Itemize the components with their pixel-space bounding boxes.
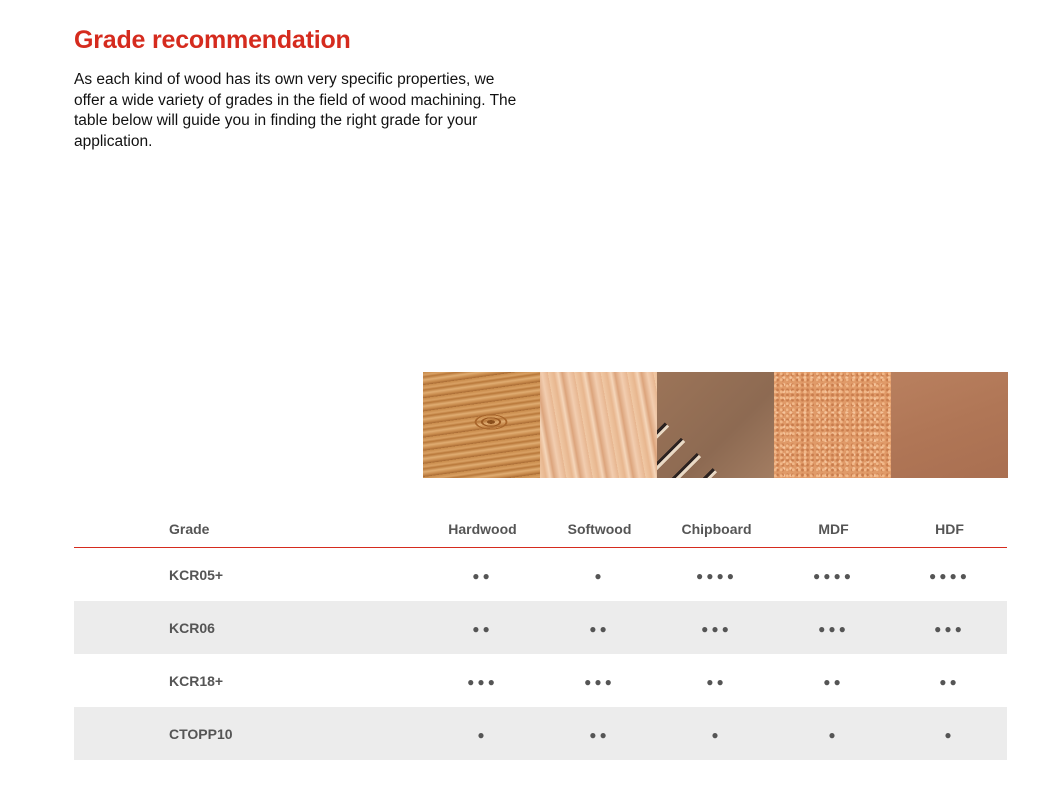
rating-dots-icon: ●●●● bbox=[929, 568, 970, 583]
rating-dots-icon: ●● bbox=[472, 568, 493, 583]
rating-cell-mdf bbox=[775, 601, 892, 654]
rating-cell-hardwood bbox=[424, 548, 541, 602]
rating-dots-icon: ●●●● bbox=[696, 568, 737, 583]
table-row bbox=[74, 601, 1007, 654]
chipboard-swatch-image bbox=[657, 372, 774, 478]
rating-dots-icon: ●●● bbox=[701, 621, 732, 636]
table-header-row bbox=[74, 511, 1007, 548]
grade-name-cell: KCR06 bbox=[74, 601, 424, 654]
rating-cell-softwood bbox=[541, 548, 658, 602]
softwood-swatch-image bbox=[540, 372, 657, 478]
column-header-softwood: Softwood bbox=[541, 511, 658, 548]
column-header-mdf: MDF bbox=[775, 511, 892, 548]
rating-dots-icon: ● bbox=[477, 727, 488, 742]
table-row bbox=[74, 707, 1007, 760]
grade-table bbox=[74, 511, 1007, 760]
rating-dots-icon: ●● bbox=[589, 727, 610, 742]
column-header-grade: Grade bbox=[74, 511, 424, 548]
grade-name-cell: CTOPP10 bbox=[74, 707, 424, 760]
rating-cell-hdf bbox=[892, 548, 1007, 602]
grade-name-cell: KCR18+ bbox=[169, 672, 224, 689]
rating-dots-icon: ●●● bbox=[818, 621, 849, 636]
page-title: Grade recommendation bbox=[74, 26, 351, 54]
rating-cell-softwood bbox=[541, 601, 658, 654]
rating-cell-hdf bbox=[892, 654, 1007, 707]
hdf-swatch-image bbox=[891, 372, 1008, 478]
rating-dots-icon: ●●●● bbox=[813, 568, 854, 583]
rating-cell-mdf bbox=[775, 707, 892, 760]
rating-dots-icon: ● bbox=[594, 568, 605, 583]
rating-dots-icon: ● bbox=[711, 727, 722, 742]
column-header-chipboard: Chipboard bbox=[658, 511, 775, 548]
rating-cell-hardwood bbox=[424, 707, 541, 760]
rating-cell-chipboard bbox=[658, 601, 775, 654]
column-header-hdf: HDF bbox=[892, 511, 1007, 548]
rating-dots-icon: ●● bbox=[706, 674, 727, 689]
column-header-hardwood: Hardwood bbox=[424, 511, 541, 548]
wood-swatch-strip bbox=[423, 372, 1008, 478]
intro-paragraph: As each kind of wood has its own very specific properties, we offer a wide variety of grades in the field of wood machining. The table below will guide you in finding the right grade for your application. bbox=[74, 71, 517, 150]
rating-cell-chipboard bbox=[658, 707, 775, 760]
table-row bbox=[74, 548, 1007, 602]
rating-cell-hdf bbox=[892, 601, 1007, 654]
rating-cell-hdf bbox=[892, 707, 1007, 760]
mdf-swatch-image bbox=[774, 372, 891, 478]
hardwood-swatch-image bbox=[423, 372, 540, 478]
rating-cell-chipboard bbox=[658, 548, 775, 602]
grade-name-cell: KCR05+ bbox=[169, 566, 224, 583]
rating-dots-icon: ●● bbox=[589, 621, 610, 636]
rating-dots-icon: ●●● bbox=[934, 621, 965, 636]
rating-dots-icon: ●●● bbox=[584, 674, 615, 689]
rating-dots-icon: ●● bbox=[939, 674, 960, 689]
rating-dots-icon: ●● bbox=[823, 674, 844, 689]
rating-dots-icon: ● bbox=[828, 727, 839, 742]
rating-cell-hardwood bbox=[424, 601, 541, 654]
rating-dots-icon: ●●● bbox=[467, 674, 498, 689]
rating-dots-icon: ● bbox=[944, 727, 955, 742]
rating-cell-mdf bbox=[775, 654, 892, 707]
table-row bbox=[74, 654, 1007, 707]
rating-cell-softwood bbox=[541, 707, 658, 760]
rating-cell-softwood bbox=[541, 654, 658, 707]
rating-cell-chipboard bbox=[658, 654, 775, 707]
rating-cell-hardwood bbox=[424, 654, 541, 707]
rating-cell-mdf bbox=[775, 548, 892, 602]
rating-dots-icon: ●● bbox=[472, 621, 493, 636]
